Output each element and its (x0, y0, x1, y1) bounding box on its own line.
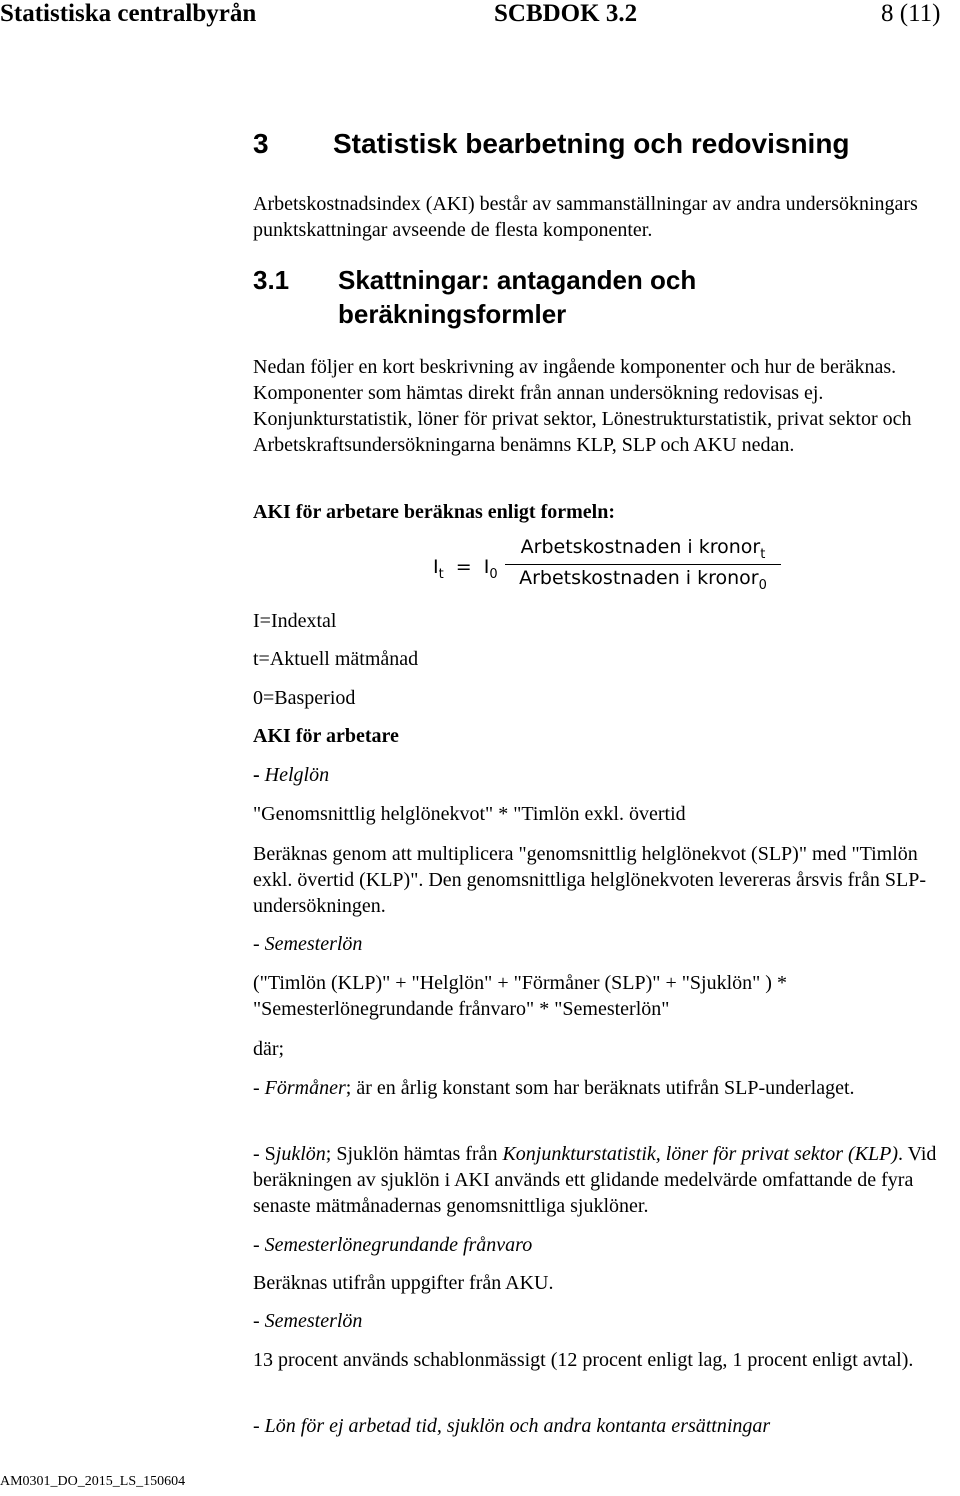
formula-rhs-var: I (483, 556, 490, 578)
lon-ej-arbetad-label: - Lön för ej arbetad tid, sjuklön och andra kontanta ersättningar (253, 1415, 771, 1437)
semesterlon-label: - Semesterlön (253, 933, 363, 955)
formula-lhs (433, 556, 498, 582)
helglon-formula: "Genomsnittlig helglönekvot" * "Timlön exkl. övertid (253, 803, 686, 825)
section-heading (253, 128, 850, 160)
header-page-number: 8 (11) (881, 0, 941, 27)
formula-numerator: Arbetskostnaden i kronor$_t$ (505, 536, 781, 565)
formula-fraction (505, 536, 781, 593)
subsection-paragraph: Nedan följer en kort beskrivning av ingående komponenter och hur de beräknas. Komponenter som hämtas direkt från annan undersökning redovisas ej. Konjunkturstatistik, löner för privat sektor, Lönestrukturstatistik, privat sektor och Arbetskraftsundersökningarna benämns KLP, SLP och AKU nedan. (253, 356, 912, 456)
franvaro-label: - Semesterlönegrundande frånvaro (253, 1234, 533, 1256)
definition-base: 0=Basperiod (253, 687, 356, 709)
semesterlon2-description: 13 procent används schablonmässigt (12 procent enligt lag, 1 procent enligt avtal). (253, 1349, 914, 1371)
formula-intro: AKI för arbetare beräknas enligt formeln: (253, 501, 615, 523)
section-title: Statistisk bearbetning och redovisning (333, 128, 850, 159)
formaner-paragraph: - Förmåner; är en årlig konstant som har beräknats utifrån SLP-underlaget. (253, 1077, 855, 1099)
header-org: Statistiska centralbyrån (0, 0, 257, 27)
header-doc-id: SCBDOK 3.2 (494, 0, 638, 27)
semesterlon-formula: ("Timlön (KLP)" + "Helglön" + "Förmåner (SLP)" + "Sjuklön" ) * "Semesterlönegrundande frånvaro" * "Semesterlön" (253, 972, 787, 1020)
section-number: 3 (253, 128, 269, 159)
section-intro: Arbetskostnadsindex (AKI) består av sammanställningar av andra undersökningars punktskattningar avseende de flesta komponenter. (253, 193, 918, 241)
helglon-description: Beräknas genom att multiplicera "genomsnittlig helglönekvot (SLP)" med "Timlön exkl. övertid (KLP)". Den genomsnittliga helglönekvoten levereras årsvis från SLP-undersökningen. (253, 843, 926, 917)
formula-equals: = (455, 556, 472, 578)
footer-doc-code: AM0301_DO_2015_LS_150604 (0, 1474, 186, 1489)
dar-text: där; (253, 1038, 285, 1060)
helglon-label: - Helglön (253, 764, 330, 786)
formula-lhs-var: I (433, 556, 439, 578)
formula-rhs-sub: 0 (489, 566, 498, 582)
formula-lhs-sub: t (438, 566, 444, 582)
franvaro-description: Beräknas utifrån uppgifter från AKU. (253, 1272, 554, 1294)
definition-month: t=Aktuell mätmånad (253, 648, 419, 670)
aki-heading: AKI för arbetare (253, 725, 399, 747)
subsection-title: Skattningar: antaganden och beräkningsformler (338, 265, 697, 329)
semesterlon2-label: - Semesterlön (253, 1310, 363, 1332)
formula-denominator: Arbetskostnaden i kronor$_0$ (519, 566, 767, 593)
subsection-number: 3.1 (253, 265, 290, 295)
sjuklon-paragraph: - Sjuklön; Sjuklön hämtas från Konjunkturstatistik, löner för privat sektor (KLP). Vid beräkningen av sjuklön i AKI används ett glidande medelvärde omfattande de fyra senaste mätmånadernas genomsnittliga sjuklöner. (253, 1143, 937, 1217)
definition-index: I=Indextal (253, 610, 337, 632)
